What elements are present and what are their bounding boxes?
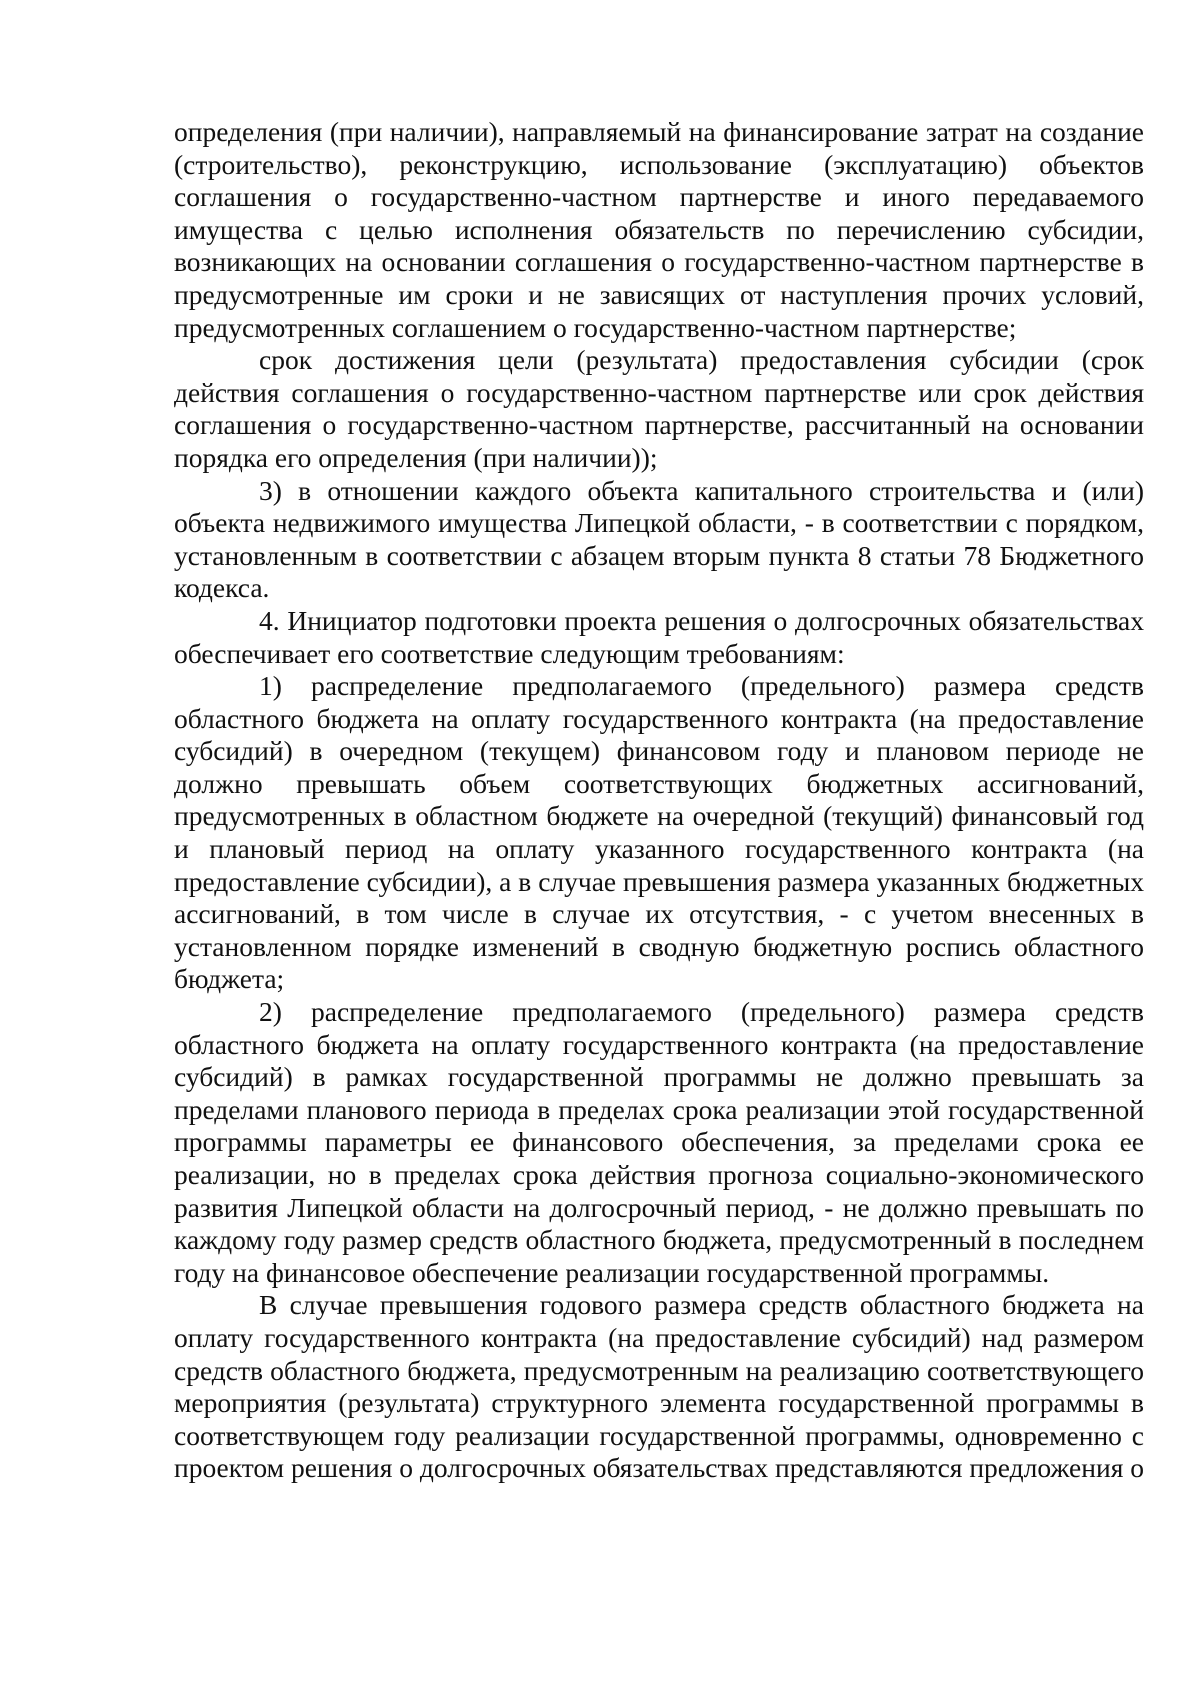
paragraph-financing-definition: определения (при наличии), направляемый на финансирование затрат на создание (строительство), реконструкцию, использование (эксплуатацию) объектов соглашения о государственно-частном партнерстве и иного передаваемого имущества с целью исполнения обязательств по перечислению субсидии, возникающих на основании соглашения о государственно-частном партнерстве в предусмотренные им сроки и не зависящих от наступления прочих условий, предусмотренных соглашением о государственно-частном партнерстве;	[174, 116, 1144, 343]
paragraph-section-4: 4. Инициатор подготовки проекта решения о долгосрочных обязательствах обеспечивает его соответствие следующим требованиям:	[174, 604, 1144, 669]
paragraph-subsidy-term: срок достижения цели (результата) предоставления субсидии (срок действия соглашения о государственно-частном партнерстве или срок действия соглашения о государственно-частном партнерстве, рассчитанный на основании порядка его определения (при наличии));	[174, 344, 1144, 473]
paragraph-requirement-2: 2) распределение предполагаемого (предельного) размера средств областного бюджета на оплату государственного контракта (на предоставление субсидий) в рамках государственной программы не должно превышать за пределами планового периода в пределах срока реализации этой государственной программы параметры ее финансового обеспечения, за пределами срока ее реализации, но в пределах срока действия прогноза социально-экономического развития Липецкой области на долгосрочный период, - не должно превышать по каждому году размер средств областного бюджета, предусмотренный в последнем году на финансовое обеспечение реализации государственной программы.	[174, 996, 1144, 1288]
paragraph-excess-case: В случае превышения годового размера средств областного бюджета на оплату государственного контракта (на предоставление субсидий) над размером средств областного бюджета, предусмотренным на реализацию соответствующего мероприятия (результата) структурного элемента государственной программы в соответствующем году реализации государственной программы, одновременно с проектом решения о долгосрочных обязательствах представляются предложения о	[174, 1289, 1144, 1484]
paragraph-requirement-1: 1) распределение предполагаемого (предельного) размера средств областного бюджета на оплату государственного контракта (на предоставление субсидий) в очередном (текущем) финансовом году и плановом периоде не должно превышать объем соответствующих бюджетных ассигнований, предусмотренных в областном бюджете на очередной (текущий) финансовый год и плановый период на оплату указанного государственного контракта (на предоставление субсидии), а в случае превышения размера указанных бюджетных ассигнований, в том числе в случае их отсутствия, - с учетом внесенных в установленном порядке изменений в сводную бюджетную роспись областного бюджета;	[174, 670, 1144, 995]
document-page	[174, 116, 1144, 1485]
paragraph-item-3: 3) в отношении каждого объекта капитального строительства и (или) объекта недвижимого имущества Липецкой области, - в соответствии с порядком, установленным в соответствии с абзацем вторым пункта 8 статьи 78 Бюджетного кодекса.	[174, 474, 1144, 604]
